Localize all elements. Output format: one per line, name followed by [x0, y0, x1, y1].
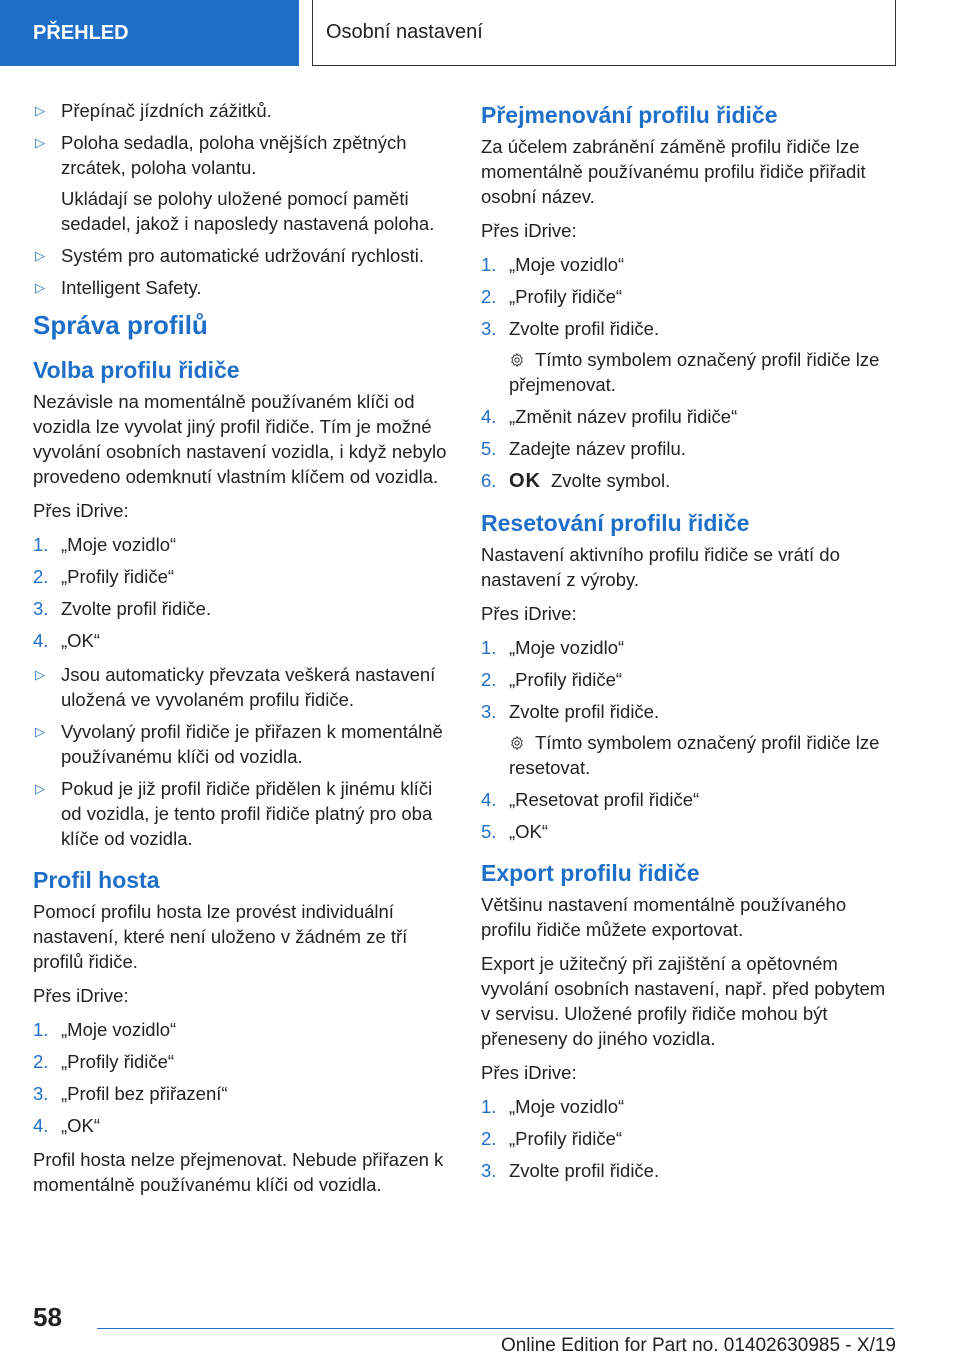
page-number: 58: [33, 1302, 62, 1332]
triangle-bullet-icon: ▷: [35, 667, 45, 682]
list-item: ▷ Vyvolaný profil řidiče je přiřazen k momentálně používanému klíči od vozidla.: [35, 721, 443, 767]
triangle-bullet-icon: ▷: [35, 103, 45, 118]
section-heading-select-profile: Volba profilu řidiče: [33, 357, 240, 383]
section-heading-reset-profile: Resetování profilu řidiče: [481, 510, 750, 536]
step-item: 4. „Změnit název profilu řidiče“: [481, 406, 738, 427]
section-intro: Pomocí profilu hosta lze provést individuální nastavení, které není uloženo v žádném ze tří profilů řidiče.: [33, 901, 408, 972]
step-item: 2. „Profily řidiče“: [33, 1051, 175, 1072]
section-intro: Export je užitečný při zajištění a opětovném vyvolání osobních nastavení, např. před pobytem v servisu. Uložené profily řidiče mohou být přeneseny do jiného vozidla.: [481, 953, 886, 1049]
step-item: 3. Zvolte profil řidiče. Tímto symbolem označený profil řidiče lze resetovat.: [481, 699, 899, 780]
section-intro: Nezávisle na momentálně používaném klíči od vozidla lze vyvolat jiný profil řidiče. Tím je možné vyvolání osobních nastavení vozidla, i když nebylo provedeno odemknutí vlastním klíčem od vozidla.: [33, 391, 447, 487]
step-item: 2. „Profily řidiče“: [481, 286, 623, 307]
list-item: ▷ Přepínač jízdních zážitků.: [35, 100, 272, 121]
list-item: ▷ Pokud je již profil řidiče přidělen k jinému klíči od vozidla, je tento profil řidiče platný pro oba klíče od vozidla.: [35, 778, 433, 849]
step-item: 2. „Profily řidiče“: [481, 669, 623, 690]
step-item: 3. Zvolte profil řidiče.: [481, 1160, 660, 1181]
section-heading-export-profile: Export profilu řidiče: [481, 860, 700, 886]
ok-symbol-icon: OK: [509, 470, 541, 492]
section-title: Osobní nastavení: [312, 0, 896, 66]
list-item: ▷ Jsou automaticky převzata veškerá nastavení uložená ve vyvolaném profilu řidiče.: [35, 664, 436, 710]
step-item: 3. Zvolte profil řidiče. Tímto symbolem označený profil řidiče lze přejmenovat.: [481, 316, 899, 397]
step-item: 1. „Moje vozidlo“: [33, 1019, 177, 1040]
step-list: [481, 635, 899, 844]
main-heading: Správa profilů: [33, 310, 208, 340]
triangle-bullet-icon: ▷: [35, 781, 45, 796]
triangle-bullet-icon: ▷: [35, 135, 45, 150]
footer-divider: [97, 1328, 894, 1329]
step-list: [481, 1094, 899, 1183]
list-item: ▷ Systém pro automatické udržování rychlosti.: [35, 245, 424, 266]
list-item: ▷ Poloha sedadla, poloha vnějších zpětných zrcátek, poloha volantu. Ukládají se polohy uložené pomocí paměti sedadel, jakož i naposledy nastavená poloha.: [33, 130, 451, 236]
step-item: 4. „OK“: [33, 1115, 101, 1136]
step-item: 1. „Moje vozidlo“: [481, 637, 625, 658]
step-note: Tímto symbolem označený profil řidiče lze resetovat.: [509, 732, 880, 778]
triangle-bullet-icon: ▷: [35, 280, 45, 295]
step-item: 5. „OK“: [481, 821, 549, 842]
section-intro: Za účelem zabránění záměně profilu řidiče lze momentálně používanému profilu řidiče přiřadit osobní název.: [481, 136, 866, 207]
chapter-tab[interactable]: PŘEHLED: [0, 0, 299, 66]
step-item: 2. „Profily řidiče“: [33, 566, 175, 587]
page-header: [0, 0, 960, 66]
triangle-bullet-icon: ▷: [35, 248, 45, 263]
step-item: 3. Zvolte profil řidiče.: [33, 598, 212, 619]
step-item: 4. „Resetovat profil řidiče“: [481, 789, 700, 810]
idrive-label: Přes iDrive:: [481, 220, 577, 241]
step-item: 5. Zadejte název profilu.: [481, 438, 686, 459]
step-item: 1. „Moje vozidlo“: [481, 254, 625, 275]
gear-icon: [509, 352, 525, 368]
left-column: [33, 98, 451, 1206]
idrive-label: Přes iDrive:: [481, 603, 577, 624]
step-item: 6. OK Zvolte symbol.: [481, 470, 671, 492]
list-item-note: Ukládají se polohy uložené pomocí paměti sedadel, jakož i naposledy nastavená poloha.: [61, 188, 435, 234]
step-item: 4. „OK“: [33, 630, 101, 651]
gear-icon: [509, 735, 525, 751]
section-outro: Profil hosta nelze přejmenovat. Nebude přiřazen k momentálně používanému klíči od vozidla.: [33, 1149, 444, 1195]
result-list: [33, 662, 451, 851]
step-item: 3. „Profil bez přiřazení“: [33, 1083, 228, 1104]
step-item: 2. „Profily řidiče“: [481, 1128, 623, 1149]
idrive-label: Přes iDrive:: [481, 1062, 577, 1083]
step-list: [33, 532, 451, 653]
feature-list: [33, 98, 451, 300]
step-item: 1. „Moje vozidlo“: [481, 1096, 625, 1117]
list-item: ▷ Intelligent Safety.: [35, 277, 202, 298]
edition-footer: Online Edition for Part no. 01402630985 - X/19: [500, 1335, 896, 1356]
section-heading-guest-profile: Profil hosta: [33, 867, 160, 893]
right-column: [481, 98, 899, 1192]
section-intro: Většinu nastavení momentálně používaného profilu řidiče můžete exportovat.: [481, 894, 847, 940]
step-list: [481, 252, 899, 494]
idrive-label: Přes iDrive:: [33, 985, 129, 1006]
step-item: 1. „Moje vozidlo“: [33, 534, 177, 555]
idrive-label: Přes iDrive:: [33, 500, 129, 521]
step-note: Tímto symbolem označený profil řidiče lze přejmenovat.: [509, 349, 880, 395]
step-list: [33, 1017, 451, 1138]
triangle-bullet-icon: ▷: [35, 724, 45, 739]
section-intro: Nastavení aktivního profilu řidiče se vrátí do nastavení z výroby.: [481, 544, 840, 590]
section-heading-rename-profile: Přejmenování profilu řidiče: [481, 102, 778, 128]
